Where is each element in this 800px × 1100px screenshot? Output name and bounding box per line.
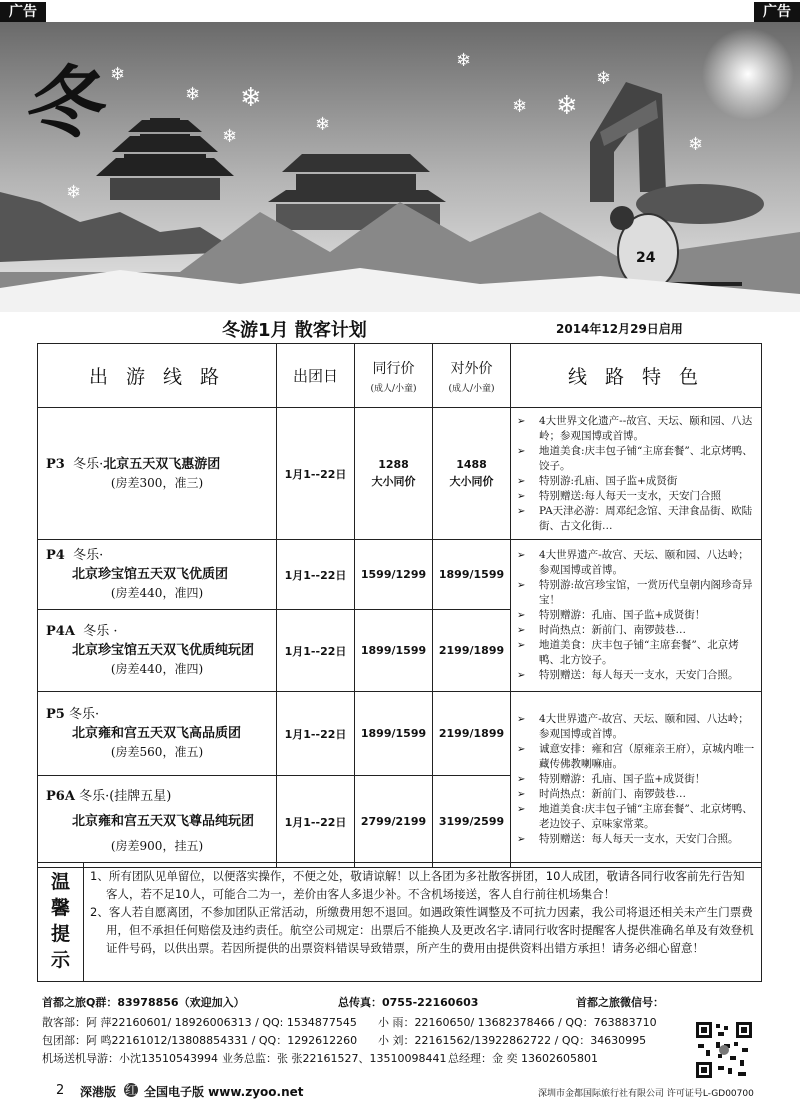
headline-row <box>0 316 800 341</box>
peer-price-cell: 1288 大小同价 <box>355 408 433 540</box>
public-price-cell: 1488 大小同价 <box>433 408 511 540</box>
svg-text:❄: ❄ <box>512 96 528 117</box>
features-cell <box>511 408 762 540</box>
contact-line: 机场送机导游：小沈13510543994 <box>42 1052 218 1065</box>
contact-line: 业务总监：张 张22161527、13510098441 <box>222 1052 447 1065</box>
header-date: 出团日 <box>277 344 355 408</box>
feature-item: ➢ 特别赠送：每人每天一支水，天安门合照。 <box>517 832 755 847</box>
contact-line: 散客部：阿 萍22160601/ 18926006313 / QQ: 1534877545 <box>42 1016 357 1029</box>
svg-text:❄: ❄ <box>456 50 472 71</box>
page-bottom-bar <box>0 1081 800 1100</box>
wechat-label: 首都之旅微信号： <box>576 996 664 1009</box>
contact-line: 包团部：阿 鸣22161012/13808854331 / QQ：1292612260 <box>42 1034 358 1047</box>
svg-text:❄: ❄ <box>240 83 262 113</box>
route-table <box>37 343 762 868</box>
page-title: 冬游1月 散客计划 <box>222 320 367 341</box>
feature-item: ➢ 地道美食：庆丰包子铺“主席套餐”、北京烤鸭、北方饺子。 <box>517 638 755 668</box>
features-cell <box>511 540 762 692</box>
date-cell: 1月1--22日 <box>277 692 355 776</box>
route-cell: P6A 冬乐·(挂牌五星) 北京雍和宫五天双飞尊品纯玩团 (房差900，挂五) <box>38 776 277 868</box>
svg-text:❄: ❄ <box>596 68 612 89</box>
notice-label-text: 温馨提示 <box>50 871 70 971</box>
feature-item: ➢ PA天津必游：周邓纪念馆、天津食品街、欧陆街、古文化街… <box>517 504 755 534</box>
svg-text:❄: ❄ <box>66 182 82 203</box>
notice-box <box>37 862 762 982</box>
date-cell: 1月1--22日 <box>277 540 355 610</box>
winter-banner-image <box>0 22 800 312</box>
feature-item: ➢ 特别游:故宫珍宝馆，一赏历代皇朝内阁珍奇异宝！ <box>517 578 755 608</box>
date-cell: 1月1--22日 <box>277 408 355 540</box>
header-features: 线 路 特 色 <box>511 344 762 408</box>
header-peer-price: 同行价 (成人/小童) <box>355 344 433 408</box>
fax: 总传真：0755-22160603 <box>338 996 479 1009</box>
peer-price-cell: 1899/1599 <box>355 692 433 776</box>
route-cell: P4 冬乐· 北京珍宝馆五天双飞优质团 (房差440，准四) <box>38 540 277 610</box>
svg-text:❄: ❄ <box>556 91 578 121</box>
feature-item: ➢ 4大世界遗产-故宫、天坛、颐和园、八达岭；参观国博或首博。 <box>517 712 755 742</box>
feature-item: ➢ 特别赠送:每人每天一支水，天安门合照 <box>517 489 755 504</box>
feature-item: ➢ 地道美食:庆丰包子铺“主席套餐”、北京烤鸭、老边饺子、京味家常菜。 <box>517 802 755 832</box>
features-cell <box>511 692 762 868</box>
svg-text:❄: ❄ <box>185 84 201 105</box>
table-row <box>38 692 762 776</box>
feature-item: ➢ 特别赠游：孔庙、国子监+成贤街！ <box>517 772 755 787</box>
public-price-cell: 3199/2599 <box>433 776 511 868</box>
notice-item: 1、所有团队见单留位，以便落实操作，不便之处，敬请谅解！以上各团为多社散客拼团，10人成团，敬请各同行收客前先行告知客人，若不足10人，可能合二为一，差价由客人多退少补。不含机场接送，客人自行前往机场集合！ <box>90 869 745 901</box>
edition-label: 深港版 <box>80 1085 117 1099</box>
date-cell: 1月1--22日 <box>277 776 355 868</box>
peer-price-cell: 2799/2199 <box>355 776 433 868</box>
peer-price-cell: 1599/1299 <box>355 540 433 610</box>
ad-label-right: 广告 <box>754 2 800 22</box>
feature-item: ➢ 时尚热点：新前门、南锣鼓巷… <box>517 623 755 638</box>
sun-glow <box>702 28 794 120</box>
svg-text:24: 24 <box>636 250 656 266</box>
notice-label <box>38 863 84 981</box>
page-number: 2 <box>56 1083 65 1098</box>
company-license: 深圳市金都国际旅行社有限公司 许可证号L-GD00700 <box>538 1089 754 1099</box>
website: 全国电子版 www.zyoo.net <box>144 1085 304 1099</box>
feature-item: ➢ 4大世界遗产-故宫、天坛、颐和园、八达岭；参观国博或首博。 <box>517 548 755 578</box>
date-cell: 1月1--22日 <box>277 610 355 692</box>
contact-line: 小 刘：22161562/13922862722 / QQ：34630995 <box>378 1034 647 1047</box>
header-public-price: 对外价 (成人/小童) <box>433 344 511 408</box>
peer-price-cell: 1899/1599 <box>355 610 433 692</box>
feature-item: ➢ 地道美食:庆丰包子铺“主席套餐”、北京烤鸭、饺子。 <box>517 444 755 474</box>
feature-item: ➢ 特别赠游：孔庙、国子监+成贤街！ <box>517 608 755 623</box>
feature-item: ➢ 特别赠送：每人每天一支水，天安门合照。 <box>517 668 755 683</box>
public-price-cell: 2199/1899 <box>433 610 511 692</box>
feature-item: ➢ 时尚热点：新前门、南锣鼓巷… <box>517 787 755 802</box>
public-price-cell: 2199/1899 <box>433 692 511 776</box>
feature-item: ➢ 特别游:孔庙、国子监+成贤街 <box>517 474 755 489</box>
feature-item: ➢ 诚意安排：雍和宫（原雍亲王府），京城内唯一藏传佛教喇嘛庙。 <box>517 742 755 772</box>
notice-body <box>90 867 755 957</box>
route-cell: P3 冬乐·北京五天双飞惠游团 (房差300，准三) <box>38 408 277 540</box>
svg-text:❄: ❄ <box>222 126 238 147</box>
qq-group: 首都之旅Q群：83978856（欢迎加入） <box>42 996 245 1009</box>
route-cell: P5 冬乐· 北京雍和宫五天双飞高品质团 (房差560，准五) <box>38 692 277 776</box>
calligraphy-winter: 冬 <box>22 58 101 149</box>
table-header-row <box>38 344 762 408</box>
public-price-cell: 1899/1599 <box>433 540 511 610</box>
contact-line: 总经理：金 奕 13602605801 <box>448 1052 598 1065</box>
ad-label-left: 广告 <box>0 2 46 22</box>
contact-line: 小 雨：22160650/ 13682378466 / QQ：763883710 <box>378 1016 657 1029</box>
svg-text:❄: ❄ <box>688 134 704 155</box>
effective-date: 2014年12月29日启用 <box>556 322 683 336</box>
table-row <box>38 540 762 610</box>
route-cell: P4A 冬乐 · 北京珍宝馆五天双飞优质纯玩团 (房差440，准四) <box>38 610 277 692</box>
contact-footer <box>42 994 762 1068</box>
notice-item: 2、客人若自愿离团，不参加团队正常活动，所缴费用恕不退回。如遇政策性调整及不可抗力因素，我公司将退还相关未产生门票费用，但不承担任何赔偿及违约责任。航空公司规定：出票后不能换人及更改名字.请同行收客时提醒客人提供准确名单及有效登机证件号码，以供出票。若因所提供的出票资料错误导致错票，所产生的费用由提供资料出错方承担！请务必细心留意！ <box>90 905 754 955</box>
wechat-qr-code-icon <box>694 1020 754 1080</box>
svg-text:❄: ❄ <box>315 114 331 135</box>
header-route: 出 游 线 路 <box>38 344 277 408</box>
table-row <box>38 408 762 540</box>
red-badge-icon: 红 <box>124 1083 137 1097</box>
feature-item: ➢ 4大世界文化遗产--故宫、天坛、颐和园、八达岭；参观国博或首博。 <box>517 414 755 444</box>
svg-text:❄: ❄ <box>110 64 126 85</box>
